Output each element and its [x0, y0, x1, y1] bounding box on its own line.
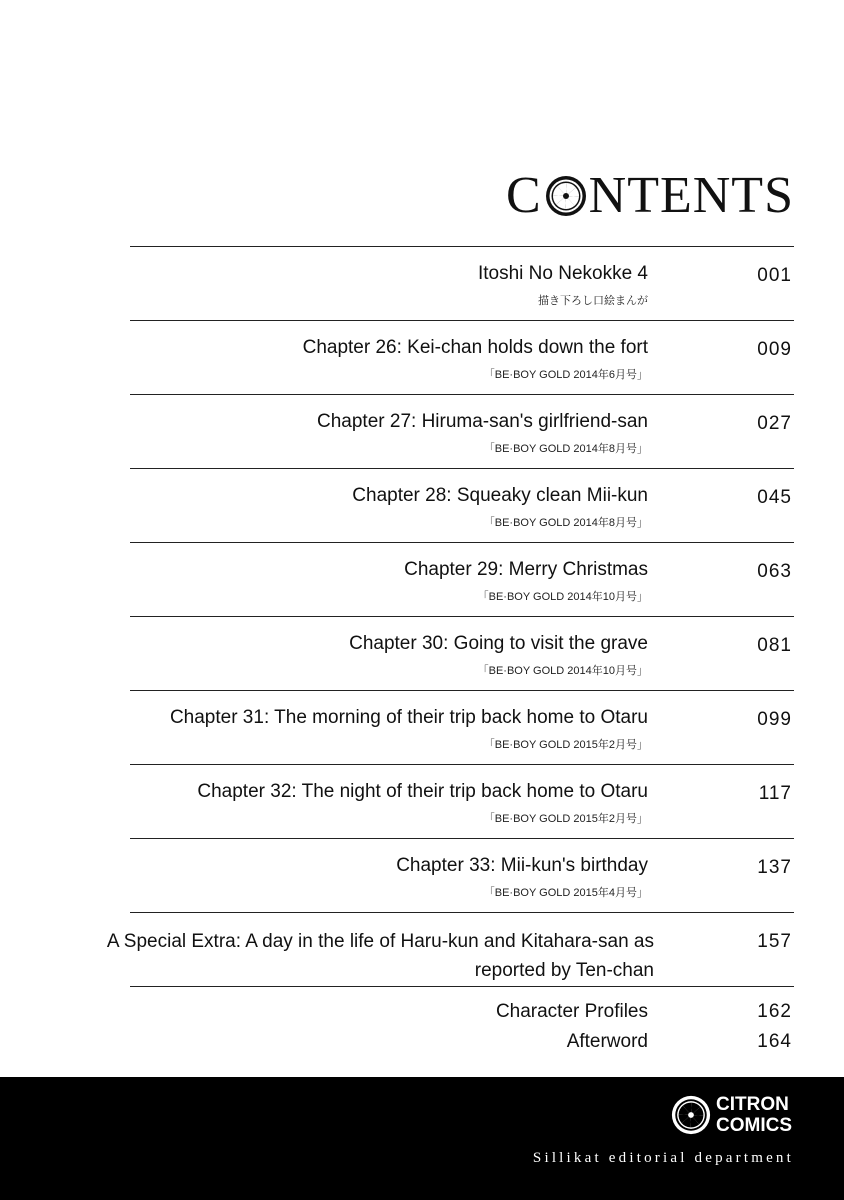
entry-title: Afterword	[566, 1031, 648, 1052]
toc-entry-extra[interactable]	[106, 912, 794, 986]
entry-subtitle: 「BE·BOY GOLD 2014年10月号」	[477, 591, 648, 603]
entry-title: A Special Extra: A day in the life of Haru-kun and Kitahara-san as reported by Ten-chan	[106, 931, 654, 981]
entry-subtitle: 「BE·BOY GOLD 2014年8月号」	[483, 517, 648, 529]
footer-band	[0, 1077, 844, 1200]
entry-subtitle: 「BE·BOY GOLD 2014年10月号」	[477, 665, 648, 677]
entry-page: 164	[757, 1031, 792, 1052]
entry-page: 027	[757, 413, 792, 434]
entry-title: Itoshi No Nekokke 4	[477, 263, 648, 284]
toc-entry[interactable]	[130, 838, 794, 912]
toc-entry[interactable]	[130, 320, 794, 394]
toc-entry[interactable]	[130, 764, 794, 838]
citrus-logo-icon	[670, 1094, 712, 1136]
toc-entry[interactable]	[130, 542, 794, 616]
entry-title: Chapter 29: Merry Christmas	[404, 559, 648, 580]
entry-page: 063	[757, 561, 792, 582]
entry-title: Chapter 28: Squeaky clean Mii-kun	[352, 485, 648, 506]
contents-heading	[505, 167, 794, 224]
entry-subtitle: 「BE·BOY GOLD 2014年6月号」	[483, 369, 648, 381]
entry-page: 137	[757, 857, 792, 878]
entry-subtitle: 描き下ろし口絵まんが	[538, 295, 648, 307]
entry-subtitle: 「BE·BOY GOLD 2015年4月号」	[483, 887, 648, 899]
table-of-contents	[106, 246, 794, 1057]
toc-entry[interactable]	[130, 394, 794, 468]
entry-page: 045	[757, 487, 792, 508]
heading-prefix: C	[505, 167, 542, 224]
entry-page: 009	[757, 339, 792, 360]
entry-title: Chapter 33: Mii-kun's birthday	[396, 855, 648, 876]
logo-line1: CITRON	[716, 1094, 789, 1115]
heading-suffix: NTENTS	[588, 167, 794, 224]
toc-entry-afterword[interactable]	[130, 1027, 794, 1057]
entry-title: Character Profiles	[495, 1001, 648, 1022]
citrus-wheel-icon	[544, 174, 588, 218]
logo-text	[716, 1094, 792, 1136]
toc-entry-profiles[interactable]	[130, 986, 794, 1027]
entry-title: Chapter 27: Hiruma-san's girlfriend-san	[317, 411, 648, 432]
entry-subtitle: 「BE·BOY GOLD 2015年2月号」	[483, 813, 648, 825]
department-credit: Sillikat editorial department	[532, 1150, 794, 1166]
entry-page: 157	[757, 931, 792, 952]
entry-subtitle: 「BE·BOY GOLD 2015年2月号」	[483, 739, 648, 751]
entry-subtitle: 「BE·BOY GOLD 2014年8月号」	[483, 443, 648, 455]
entry-title: Chapter 31: The morning of their trip back home to Otaru	[169, 707, 648, 728]
entry-title: Chapter 32: The night of their trip back home to Otaru	[197, 781, 648, 802]
toc-entry[interactable]	[130, 690, 794, 764]
entry-page: 001	[757, 265, 792, 286]
citron-comics-logo	[670, 1094, 792, 1136]
entry-page: 099	[757, 709, 792, 730]
logo-line2: COMICS	[716, 1115, 792, 1136]
toc-entry[interactable]	[130, 616, 794, 690]
entry-page: 162	[757, 1001, 792, 1022]
toc-entry[interactable]	[130, 468, 794, 542]
entry-page: 117	[758, 783, 792, 804]
toc-entry[interactable]	[130, 246, 794, 320]
entry-title: Chapter 26: Kei-chan holds down the fort	[302, 337, 648, 358]
entry-page: 081	[757, 635, 792, 656]
entry-title: Chapter 30: Going to visit the grave	[349, 633, 648, 654]
